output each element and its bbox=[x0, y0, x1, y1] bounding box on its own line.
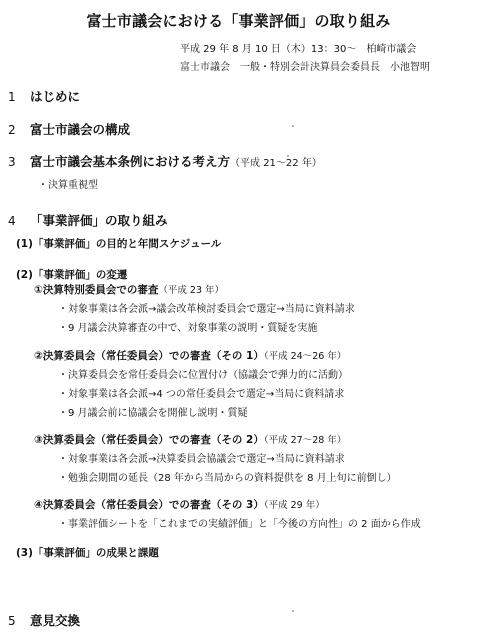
subsection-1-heading: (1)「事業評価」の目的と年間スケジュール bbox=[16, 238, 222, 250]
section-label: はじめに bbox=[30, 89, 81, 104]
phase-period: （平成 23 年） bbox=[158, 285, 225, 296]
section-4-heading bbox=[8, 211, 168, 229]
section-label: 富士市議会基本条例における考え方 bbox=[30, 154, 231, 169]
section-number: 1 bbox=[8, 90, 16, 104]
phase-3-heading bbox=[34, 432, 346, 447]
section-number: 4 bbox=[8, 214, 16, 228]
section-label: 富士市議会の構成 bbox=[30, 122, 131, 137]
section-2-heading bbox=[8, 120, 130, 138]
phase-3-bullet-1: ・対象事業は各会派→決算委員会協議会で選定→当局に資料請求 bbox=[58, 454, 345, 465]
section-number: 3 bbox=[8, 155, 16, 169]
phase-label: ③決算委員会（常任委員会）での審査（その 2） bbox=[34, 434, 264, 446]
subsection-2-heading: (2)「事業評価」の変遷 bbox=[16, 269, 128, 281]
section-number: 5 bbox=[8, 614, 16, 628]
scan-speck bbox=[292, 610, 294, 612]
phase-2-bullet-1: ・決算委員会を常任委員会に位置付け（協議会で弾力的に活動） bbox=[58, 370, 348, 381]
scan-speck bbox=[287, 155, 289, 157]
section-5-heading bbox=[8, 611, 80, 629]
scan-speck bbox=[292, 125, 294, 127]
page-title: 富士市議会における「事業評価」の取り組み bbox=[86, 12, 391, 30]
phase-2-heading bbox=[34, 348, 346, 363]
phase-1-heading bbox=[34, 282, 224, 297]
phase-label: ②決算委員会（常任委員会）での審査（その 1） bbox=[34, 350, 264, 362]
phase-label: ④決算委員会（常任委員会）での審査（その 3） bbox=[34, 499, 264, 511]
section-3-heading bbox=[8, 152, 322, 170]
phase-period: （平成 24～26 年） bbox=[263, 351, 347, 362]
phase-1-bullet-2: ・9 月議会決算審査の中で、対象事業の説明・質疑を実施 bbox=[58, 323, 318, 334]
section-1-heading bbox=[8, 87, 80, 105]
phase-period: （平成 27～28 年） bbox=[263, 435, 347, 446]
phase-label: ①決算特別委員会での審査 bbox=[34, 284, 159, 296]
subsection-3-heading: (3)「事業評価」の成果と課題 bbox=[16, 547, 159, 559]
section-label: 「事業評価」の取り組み bbox=[30, 213, 168, 228]
phase-1-bullet-1: ・対象事業は各会派→議会改革検討委員会で選定→当局に資料請求 bbox=[58, 304, 355, 315]
section-number: 2 bbox=[8, 123, 16, 137]
phase-4-bullet-1: ・事業評価シートを「これまでの実績評価」と「今後の方向性」の 2 面から作成 bbox=[58, 519, 421, 530]
phase-2-bullet-3: ・9 月議会前に協議会を開催し説明・質疑 bbox=[58, 408, 248, 419]
phase-period: （平成 29 年） bbox=[263, 500, 325, 511]
phase-2-bullet-2: ・対象事業は各会派→4 つの常任委員会で選定→当局に資料請求 bbox=[58, 389, 345, 400]
section-period: （平成 21～22 年） bbox=[230, 158, 322, 169]
meeting-date-line: 平成 29 年 8 月 10 日（木）13：30～ 柏崎市議会 bbox=[180, 44, 417, 55]
presenter-line: 富士市議会 一般・特別会計決算員会委員長 小池智明 bbox=[180, 62, 430, 73]
section-label: 意見交換 bbox=[30, 613, 81, 628]
phase-4-heading bbox=[34, 497, 325, 512]
section-3-bullet: ・決算重視型 bbox=[38, 180, 98, 191]
phase-3-bullet-2: ・勉強会期間の延長（28 年から当局からの資料提供を 8 月上旬に前倒し） bbox=[58, 473, 397, 484]
